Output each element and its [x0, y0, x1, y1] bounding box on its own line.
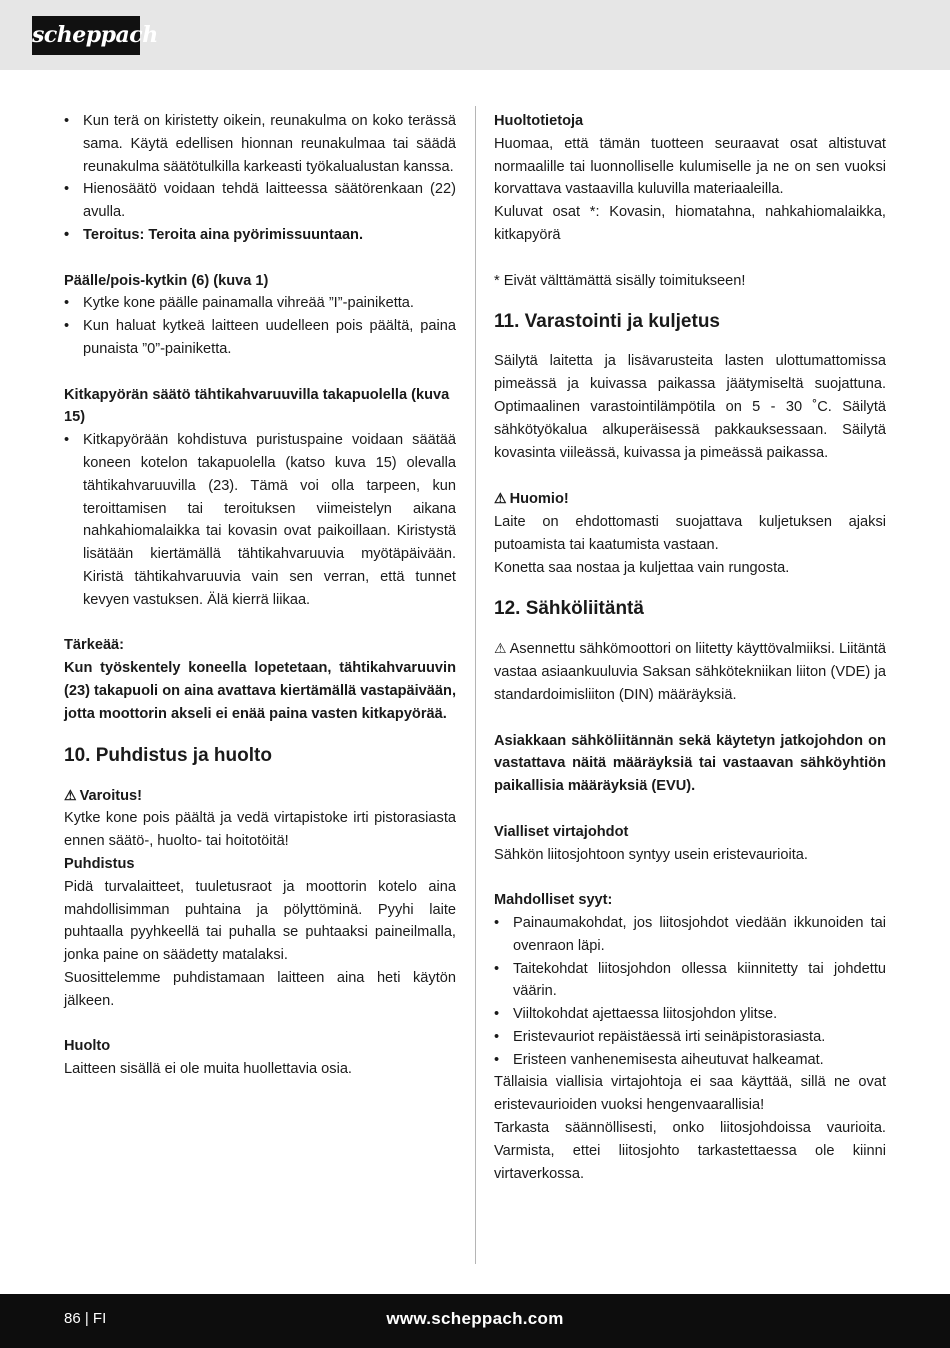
caution-heading — [494, 487, 886, 511]
service-text: Huomaa, että tämän tuotteen seuraavat osat altistuvat normaalille tai luonnolliselle kulumiselle ja ne on sen vuoksi korvattava vastaavilla kuluvilla materiaaleilla. — [494, 135, 886, 198]
caution-text: Laite on ehdottomasti suojattava kuljetuksen ajaksi putoamista tai kaatumista vastaan. — [494, 513, 886, 553]
closing-text-2: Tarkasta säännöllisesti, onko liitosjohdoissa vaurioita. Varmista, ettei liitosjohto tarkastettaessa ole kiinni virtaverkossa. — [494, 1120, 886, 1182]
switch-bullet-list — [64, 292, 456, 360]
wear-parts-text: Kuluvat osat *: Kovasin, hiomatahna, nahkahiomalaikka, kitkapyörä — [494, 204, 886, 243]
warning-label: Varoitus! — [79, 787, 143, 804]
list-item: • Kun terä on kiristetty oikein, reunakulma on koko terässä sama. Käytä edellisen hionnan reunakulmaa tai säädä reunakulma säätötulkilla karkeasti työkalualustan kanssa. — [64, 110, 456, 178]
maintenance-text: Laitteen sisällä ei ole muita huollettavia osia. — [64, 1061, 352, 1078]
section-12-title: 12. Sähköliitäntä — [494, 598, 644, 620]
warning-triangle-icon: ⚠ — [64, 786, 77, 803]
causes-bullet-list — [494, 912, 886, 1072]
list-item: • Kitkapyörään kohdistuva puristuspaine voidaan säätää koneen kotelon takapuolella (katso kuva 15) olevalla tähtikahvaruuvilla (23). Tämä voi olla tarpeen, kun teroittamisen tai teroituksen viimeistelyn aikana nahkahiomalaikka tai kovasin ovat paikoillaan. Kiristystä lisätään kiertämällä tähtikahvaruuvia myötäpäivään. Kiristä tähtikahvaruuvia vain sen verran, että tunnet kevyen vastuksen. Älä kierrä liikaa. — [64, 429, 456, 611]
faulty-heading: Vialliset virtajohdot — [494, 823, 629, 840]
warning-text: Kytke kone pois päältä ja vedä virtapistoke irti pistorasiasta ennen säätö-, huolto- tai hoitotöitä! — [64, 810, 456, 850]
section-10-title: 10. Puhdistus ja huolto — [64, 744, 272, 766]
list-item: • Hienosäätö voidaan tehdä laitteessa säätörenkaan (22) avulla. — [64, 178, 456, 224]
important-label: Tärkeää: — [64, 637, 125, 654]
page-header — [0, 0, 950, 70]
list-item: • Kytke kone päälle painamalla vihreää ”I”-painiketta. — [64, 292, 456, 315]
friction-bullet-list — [64, 429, 456, 611]
list-item: • Teroitus: Teroita aina pyörimissuuntaan. — [64, 224, 456, 247]
causes-heading: Mahdolliset syyt: — [494, 892, 613, 909]
storage-text: Säilytä laitetta ja lisävarusteita lasten ulottumattomissa pimeässä ja kuivassa paikassa jäätymiseltä suojattuna. Optimaalinen varastointilämpötila on 5 - 30 ˚C. Säilytä sähkötyökalua alkuperäisessä pakkauksessaan. Säilytä kovasinta viileässä, kuivassa ja pimeässä paikassa. — [494, 353, 886, 461]
cleaning-heading: Puhdistus — [64, 855, 135, 872]
list-item: • Viiltokohdat ajettaessa liitosjohdon ylitse. — [494, 1003, 886, 1026]
maintenance-heading: Huolto — [64, 1038, 111, 1055]
customer-bold-text: Asiakkaan sähköliitännän sekä käytetyn jatkojohdon on vastattava näitä määräyksiä tai vastaavan sähköyhtiön paikallisia määräyksiä (EVU). — [494, 732, 886, 795]
list-item: • Painaumakohdat, jos liitosjohdot viedään ikkunoiden tai ovenraon läpi. — [494, 912, 886, 958]
intro-bullet-list — [64, 110, 456, 247]
electric-text: Asennettu sähkömoottori on liitetty käyttövalmiiksi. Liitäntä vastaa asiaankuuluvia Saksan sähkötekniikan liiton (VDE) ja standardoimisliiton (DIN) määräyksiä. — [494, 641, 886, 703]
website-link[interactable]: www.scheppach.com — [386, 1309, 564, 1328]
warning-heading — [64, 784, 456, 808]
closing-text-1: Tällaisia viallisia virtajohtoja ei saa käyttää, sillä ne ovat eristevaurioiden vuoksi hengenvaarallisia! — [494, 1074, 886, 1114]
list-item: • Taitekohdat liitosjohdon ollessa kiinnitetty tai johdettu väärin. — [494, 958, 886, 1004]
caution-label: Huomio! — [509, 491, 569, 508]
list-item: • Eristeen vanhenemisesta aiheutuvat halkeamat. — [494, 1049, 886, 1072]
scheppach-logo: scheppach — [32, 16, 140, 55]
left-column — [64, 110, 456, 1081]
page-number: 86 | FI — [64, 1310, 107, 1327]
right-column — [494, 110, 886, 1185]
page-footer — [0, 1294, 950, 1348]
warning-triangle-icon: ⚠ — [494, 640, 507, 657]
cleaning-text-2: Suosittelemme puhdistamaan laitteen aina heti käytön jälkeen. — [64, 969, 456, 1009]
list-item: • Kun haluat kytkeä laitteen uudelleen pois päältä, paina punaista ”0”-painiketta. — [64, 315, 456, 361]
important-text: Kun työskentely koneella lopetetaan, tähtikahvaruuvin (23) takapuoli on aina avattava kiertämällä vastapäivään, jotta moottorin akseli ei enää paina vasten kitkapyörää. — [64, 660, 456, 722]
footnote-text: * Eivät välttämättä sisälly toimitukseen! — [494, 272, 746, 289]
switch-heading: Päälle/pois-kytkin (6) (kuva 1) — [64, 272, 269, 289]
friction-heading: Kitkapyörän säätö tähtikahvaruuvilla takapuolella (kuva 15) — [64, 386, 450, 426]
column-divider — [475, 106, 476, 1264]
service-heading: Huoltotietoja — [494, 113, 584, 129]
electric-paragraph — [494, 637, 886, 706]
warning-triangle-icon: ⚠ — [494, 490, 507, 507]
cleaning-text: Pidä turvalaitteet, tuuletusraot ja moottorin kotelo aina mahdollisimman puhtaina ja pölyttöminä. Pyyhi laite puhtaalla pyyhkeellä tai puhalla se puhtaaksi paineilmalla, jonka paine on säädetty matalaksi. — [64, 878, 456, 964]
section-11-title: 11. Varastointi ja kuljetus — [494, 311, 720, 333]
list-item: • Eristevauriot repäistäessä irti seinäpistorasiasta. — [494, 1026, 886, 1049]
faulty-text: Sähkön liitosjohtoon syntyy usein eristevaurioita. — [494, 846, 808, 863]
caution-text-2: Konetta saa nostaa ja kuljettaa vain rungosta. — [494, 559, 790, 576]
